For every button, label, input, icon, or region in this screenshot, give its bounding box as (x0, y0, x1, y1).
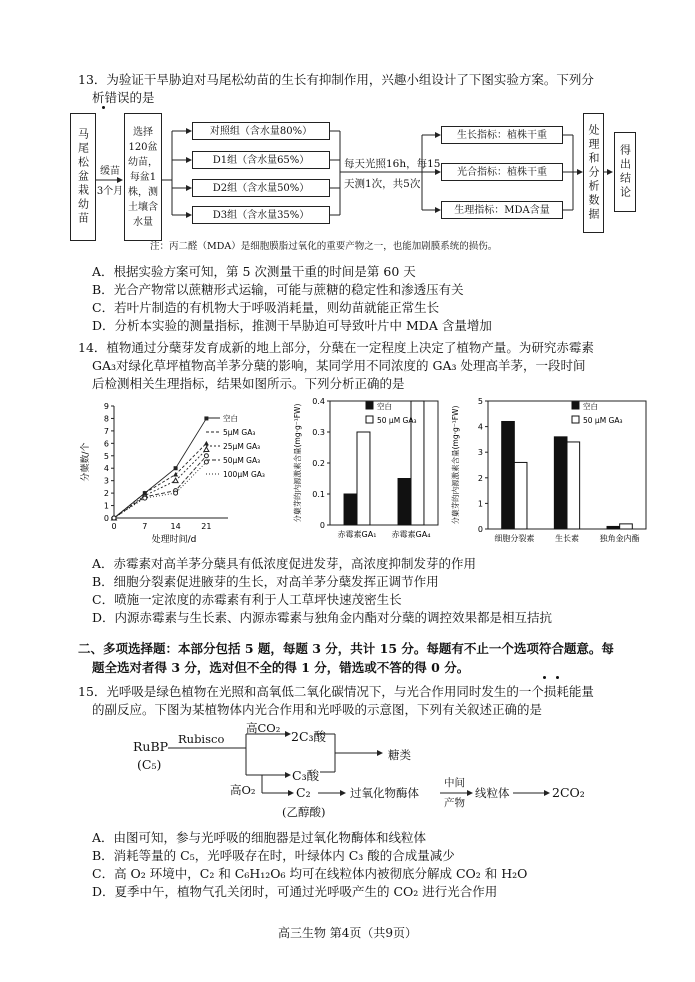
y-tick-label: 2 (477, 473, 483, 483)
q13-stem-line1: 13．为验证干旱胁迫对马尾松幼苗的生长有抑制作用，兴趣小组设计了下图实验方案。下列分 (78, 72, 594, 87)
y-tick-label: 0.3 (312, 428, 325, 437)
y-tick-label: 9 (103, 402, 109, 411)
peroxisome-label: 过氧化物酶体 (350, 786, 419, 800)
bar-0 (344, 494, 357, 525)
legend-label: 100μM GA₃ (223, 470, 265, 479)
q14-stem-line1: 14．植物通过分蘖芽发育成新的地上部分，分蘖在一定程度上决定了植物产量。为研究赤霉素 (78, 340, 594, 355)
indicator-physiology: 生理指标：MDA含量 (441, 201, 563, 219)
bar-0 (554, 437, 567, 529)
two-c3-label: 2C₃酸 (291, 729, 327, 744)
bar-0 (398, 479, 411, 526)
y-tick-label: 1 (477, 499, 483, 509)
q13-option-b: B．光合产物常以蔗糖形式运输，可能与蔗糖的稳定性和渗透压有关 (92, 282, 464, 297)
y-tick-label: 0.2 (312, 459, 325, 468)
gibberellin-bar-chart (288, 395, 448, 547)
y-tick-label: 3 (477, 448, 483, 458)
flow-note: 注：丙二醛（MDA）是细胞膜脂过氧化的重要产物之一，也能加剧膜系统的损伤。 (150, 241, 498, 252)
group-d2: D2组（含水量50%） (192, 179, 330, 197)
hormone-bar-chart (452, 395, 652, 547)
intermediate-label-2: 产物 (444, 797, 465, 809)
data-point (112, 516, 116, 520)
series-line-4 (114, 462, 206, 518)
bar-1 (620, 524, 633, 529)
q14-option-b: B．细胞分裂素促进腋芽的生长，对高羊茅分蘖发挥正调节作用 (92, 574, 439, 589)
y-tick-label: 3 (103, 476, 109, 486)
x-tick-label: 赤霉素GA₄ (391, 530, 431, 539)
co2-product-label: 2CO₂ (552, 785, 585, 800)
legend-label: 5μM GA₃ (223, 428, 256, 437)
x-tick-label: 14 (170, 522, 181, 531)
legend-label: 空白 (377, 402, 392, 411)
high-o2-label: 高O₂ (230, 783, 256, 797)
rubp-label: RuBP (133, 739, 169, 754)
y-axis-label: 分蘖芽的内源激素含量(mg·g⁻¹FW) (451, 405, 460, 525)
x-tick-label: 7 (142, 522, 148, 531)
legend-swatch (572, 402, 579, 409)
high-co2-label: 高CO₂ (246, 721, 281, 735)
x-tick-label: 21 (201, 522, 212, 531)
data-point (173, 478, 178, 483)
data-point (204, 441, 209, 446)
group-d1: D1组（含水量65%） (192, 151, 330, 169)
q14-option-c: C．喷施一定浓度的赤霉素有利于人工草坪快速茂密生长 (92, 592, 402, 607)
legend-swatch (366, 402, 373, 409)
q15-stem-line1: 15．光呼吸是绿色植物在光照和高氧低二氧化碳情况下，与光合作用同时发生的一个损耗能量 (78, 684, 594, 699)
y-tick-label: 2 (103, 489, 109, 499)
y-tick-label: 5 (103, 451, 109, 461)
treatment-label-1: 每天光照16h，每15 (344, 158, 441, 170)
c3-label: C₃酸 (292, 768, 320, 783)
intermediate-label-1: 中间 (444, 777, 465, 789)
y-tick-label: 8 (103, 414, 109, 424)
emphasis-dot (543, 676, 546, 679)
indicator-growth: 生长指标：植株干重 (441, 126, 563, 144)
q14-stem-line2: GA₃对绿化草坪植物高羊茅分蘖的影响，某同学用不同浓度的 GA₃ 处理高羊茅，一段时间 (92, 358, 586, 373)
section2-heading-line1: 二、多项选择题：本部分包括 5 题，每题 3 分，共计 15 分。每题有不止一个选项符合题意。每 (78, 641, 614, 656)
bar-0 (502, 421, 515, 529)
x-axis-label: 处理时间/d (151, 535, 197, 545)
bar-1 (357, 432, 370, 525)
y-tick-label: 1 (103, 501, 109, 511)
series-line-0 (114, 418, 206, 518)
page-footer: 高三生物 第4页（共9页） (277, 926, 418, 940)
bar-1 (567, 442, 580, 529)
data-point (173, 472, 178, 477)
y-tick-label: 0 (103, 514, 109, 523)
legend-swatch (572, 416, 579, 423)
legend-label: 50 μM GA₃ (583, 416, 623, 425)
select-box: 选择120盆幼苗，每盆1株，测土壤含水量 (124, 113, 162, 241)
section2-heading-line2: 题全选对者得 3 分，选对但不全的得 1 分，错选或不答的得 0 分。 (92, 660, 470, 675)
y-axis-label: 分蘖数/个 (81, 442, 91, 482)
y-tick-label: 0 (477, 525, 483, 534)
indicator-photosynthesis: 光合指标：植株干重 (441, 163, 563, 181)
bar-0 (607, 526, 620, 529)
y-tick-label: 0.1 (312, 490, 325, 499)
q13-stem-line2: 析错误的是 (92, 90, 155, 105)
legend-label: 50 μM GA₃ (377, 416, 417, 425)
group-control: 对照组（含水量80%） (192, 122, 330, 140)
y-tick-label: 0.4 (312, 397, 325, 406)
legend-label: 25μM GA₃ (223, 442, 261, 451)
arrow-label-months: 3个月 (96, 186, 124, 197)
q15-option-d: D．夏季中午，植物气孔关闭时，可通过光呼吸产生的 CO₂ 进行光合作用 (92, 884, 498, 899)
x-tick-label: 0 (111, 522, 117, 531)
q15-option-a: A．由图可知，参与光呼吸的细胞器是过氧化物酶体和线粒体 (92, 830, 427, 845)
y-tick-label: 7 (103, 426, 109, 436)
data-point (174, 466, 178, 470)
data-point (204, 454, 208, 458)
x-tick-label: 细胞分裂素 (494, 534, 535, 543)
series-line-3 (114, 456, 206, 518)
data-point (204, 460, 208, 464)
arrow-label-slow: 缓苗 (100, 166, 120, 177)
photorespiration-arrows (0, 720, 695, 820)
q15-stem-line2: 的副反应。下图为某植物体内光合作用和光呼吸的示意图，下列有关叙述正确的是 (92, 702, 543, 717)
q13-option-a: A．根据实验方案可知，第 5 次测量干重的时间是第 60 天 (92, 264, 416, 279)
c2-label: C₂ (296, 785, 311, 800)
q14-option-a: A．赤霉素对高羊茅分蘖具有低浓度促进发芽，高浓度抑制发芽的作用 (92, 556, 477, 571)
emphasis-dot (556, 676, 559, 679)
c5-label: (C₅) (137, 757, 162, 772)
legend-label: 空白 (223, 414, 238, 423)
y-tick-label: 4 (103, 464, 109, 474)
process-data-box: 处理和分析数据 (583, 113, 604, 233)
rubisco-label: Rubisco (178, 732, 225, 746)
data-point (174, 491, 178, 495)
group-d3: D3组（含水量35%） (192, 206, 330, 224)
y-tick-label: 0 (319, 521, 325, 530)
bar-1 (514, 462, 527, 529)
q14-option-d: D．内源赤霉素与生长素、内源赤霉素与独角金内酯对分蘖的调控效果都是相互拮抗 (92, 610, 553, 625)
treatment-label-2: 天测1次，共5次 (344, 178, 421, 190)
data-point (143, 496, 147, 500)
tiller-line-chart (78, 400, 278, 548)
data-point (204, 447, 209, 452)
conclusion-box: 得出结论 (614, 132, 636, 212)
x-tick-label: 独角金内酯 (599, 534, 640, 543)
x-tick-label: 生长素 (555, 534, 579, 543)
q15-option-b: B．消耗等量的 C₅，光呼吸存在时，叶绿体内 C₃ 酸的合成量减少 (92, 848, 455, 863)
y-axis-label: 分蘖芽的内源激素含量(mg·g⁻¹FW) (293, 403, 302, 523)
q14-stem-line3: 后检测相关生理指标，结果如图所示。下列分析正确的是 (92, 376, 405, 391)
y-tick-label: 5 (477, 397, 483, 406)
sugar-label: 糖类 (388, 748, 411, 762)
glycolic-acid-label: (乙醇酸) (282, 805, 326, 819)
mitochondria-label: 线粒体 (475, 786, 510, 800)
q13-option-d: D．分析本实验的测量指标，推测干旱胁迫可导致叶片中 MDA 含量增加 (92, 318, 492, 333)
legend-label: 50μM GA₃ (223, 456, 261, 465)
q13-option-c: C．若叶片制造的有机物大于呼吸消耗量，则幼苗就能正常生长 (92, 300, 440, 315)
seedling-box: 马尾松盆栽幼苗 (70, 113, 96, 241)
y-tick-label: 6 (103, 439, 109, 449)
legend-label: 空白 (583, 402, 598, 411)
legend-swatch (366, 416, 373, 423)
q15-option-c: C．高 O₂ 环境中，C₂ 和 C₆H₁₂O₆ 均可在线粒体内被彻底分解成 CO₂ 和 H₂O (92, 866, 528, 881)
x-tick-label: 赤霉素GA₁ (337, 530, 377, 539)
y-tick-label: 4 (477, 422, 483, 432)
